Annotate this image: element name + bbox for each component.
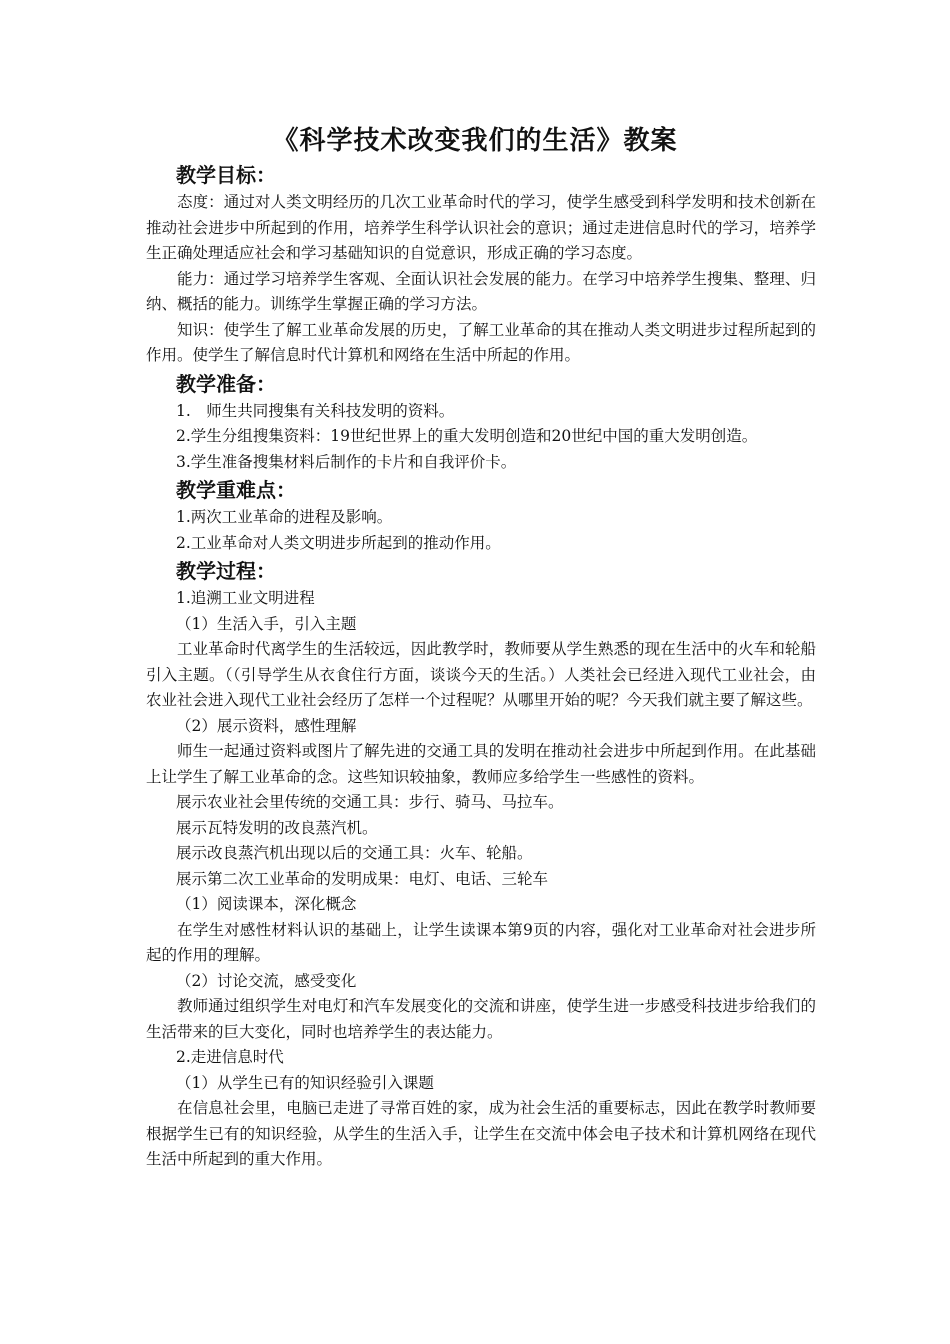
- process-step-title: （1）阅读课本，深化概念: [176, 895, 357, 913]
- process-part-title: 2.走进信息时代: [176, 1048, 284, 1066]
- objective-attitude: 态度：通过对人类文明经历的几次工业革命时代的学习，使学生感受到科学发明和技术创新在推动社会进步中所起到的作用，培养学生科学认识社会的意识；通过走进信息时代的学习，培养学生正确处理适应社会和学习基础知识的自觉意识，形成正确的学习态度。: [146, 193, 816, 262]
- process-line: 展示瓦特发明的改良蒸汽机。: [176, 818, 378, 837]
- process-step-title: （1）从学生已有的知识经验引入课题: [176, 1073, 434, 1092]
- preparation-item: 3.学生准备搜集材料后制作的卡片和自我评价卡。: [176, 452, 517, 471]
- key-point-item: 1.两次工业革命的进程及影响。: [176, 508, 393, 526]
- preparation-item: 2.学生分组搜集资料：19世纪世界上的重大发明创造和20世纪中国的重大发明创造。: [176, 427, 758, 445]
- process-step-text: 在信息社会里，电脑已走进了寻常百姓的家，成为社会生活的重要标志，因此在教学时教师要根据学生已有的知识经验，从学生的生活入手，让学生在交流中体会电子技术和计算机网络在现代生活中所起到的重大作用。: [146, 1099, 816, 1168]
- process-line: 展示第二次工业革命的发明成果：电灯、电话、三轮车: [176, 869, 549, 888]
- heading-key-points: 教学重难点：: [176, 478, 296, 502]
- document-body: [146, 160, 816, 1173]
- heading-objectives: 教学目标：: [176, 163, 276, 187]
- process-part-title: 1.追溯工业文明进程: [176, 589, 315, 607]
- preparation-item: 1. 师生共同搜集有关科技发明的资料。: [176, 401, 455, 420]
- key-point-item: 2.工业革命对人类文明进步所起到的推动作用。: [176, 533, 501, 552]
- process-line: 展示农业社会里传统的交通工具：步行、骑马、马拉车。: [176, 793, 564, 811]
- process-step-text: 教师通过组织学生对电灯和汽车发展变化的交流和讲座，使学生进一步感受科技进步给我们的生活带来的巨大变化，同时也培养学生的表达能力。: [146, 997, 816, 1041]
- process-step-text: 在学生对感性材料认识的基础上，让学生读课本第9页的内容，强化对工业革命对社会进步所起的作用的理解。: [146, 920, 816, 964]
- process-line: 展示改良蒸汽机出现以后的交通工具：火车、轮船。: [176, 844, 533, 862]
- process-step-title: （2）展示资料，感性理解: [176, 716, 357, 735]
- process-step-title: （1）生活入手，引入主题: [176, 614, 357, 633]
- objective-ability: 能力：通过学习培养学生客观、全面认识社会发展的能力。在学习中培养学生搜集、整理、归纳、概括的能力。训练学生掌握正确的学习方法。: [146, 269, 816, 313]
- process-step-text: 师生一起通过资料或图片了解先进的交通工具的发明在推动社会进步中所起到作用。在此基础上让学生了解工业革命的念。这些知识较抽象，教师应多给学生一些感性的资料。: [146, 742, 816, 786]
- document-title: 《科学技术改变我们的生活》教案: [272, 126, 678, 156]
- objective-knowledge: 知识：使学生了解工业革命发展的历史，了解工业革命的其在推动人类文明进步过程所起到的作用。使学生了解信息时代计算机和网络在生活中所起的作用。: [146, 320, 816, 364]
- heading-preparation: 教学准备：: [176, 371, 276, 396]
- process-step-text: 工业革命时代离学生的生活较远，因此教学时，教师要从学生熟悉的现在生活中的火车和轮船引入主题。（（引导学生从衣食住行方面，谈谈今天的生活。）人类社会已经进入现代工业社会，由农业社会进入现代工业社会经历了怎样一个过程呢？从哪里开始的呢？今天我们就主要了解这些。: [146, 640, 816, 709]
- process-step-title: （2）讨论交流，感受变化: [176, 971, 357, 990]
- heading-process: 教学过程：: [176, 559, 276, 583]
